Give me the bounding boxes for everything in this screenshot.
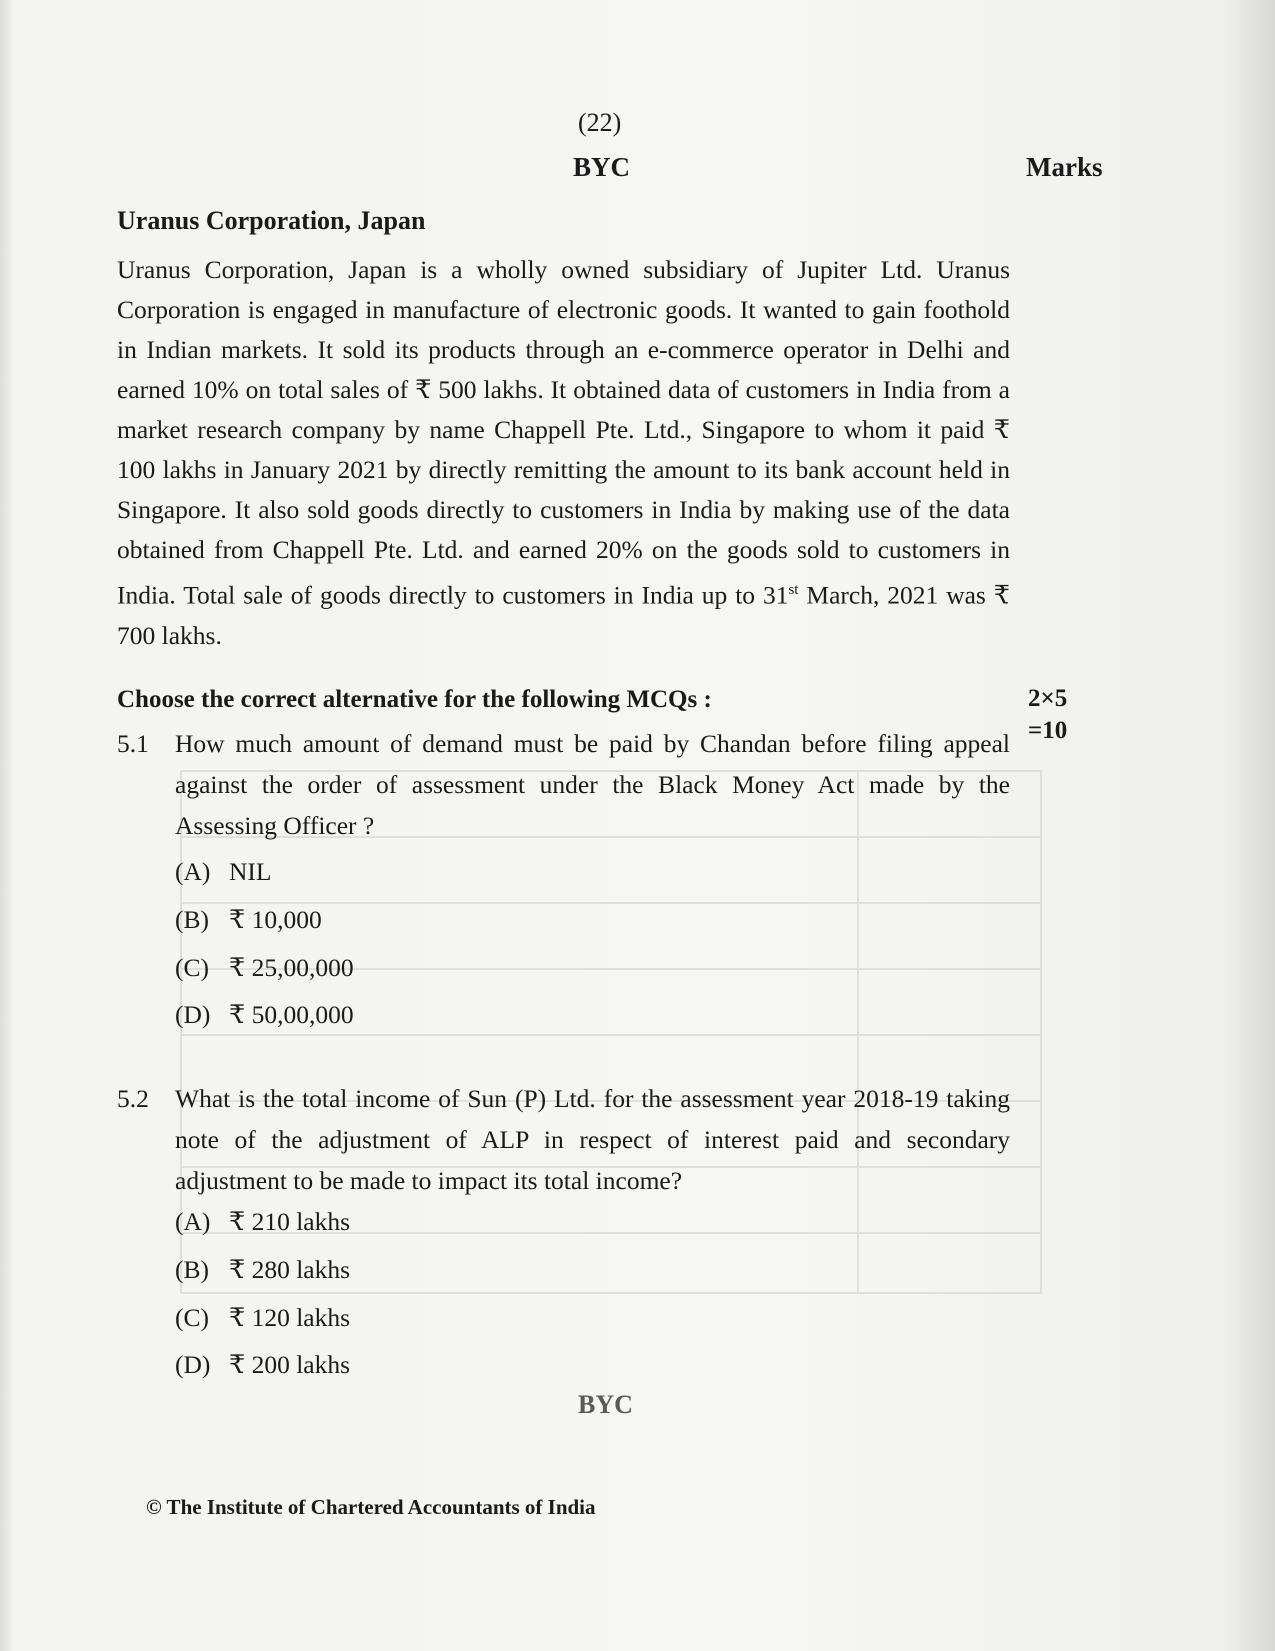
option-5-1-a[interactable] [175,857,271,887]
option-5-2-d[interactable] [175,1350,350,1380]
question-5-1 [117,723,1010,846]
marks-column-label: Marks [1026,152,1103,182]
option-text: ₹ 50,00,000 [229,1000,354,1029]
ordinal-superscript: st [788,582,799,598]
option-5-2-c[interactable] [175,1303,350,1333]
marks-line-1: 2×5 [1028,685,1068,712]
option-label: (B) [175,905,209,934]
option-text: ₹ 200 lakhs [229,1350,351,1379]
option-label: (D) [175,1000,211,1029]
paper-code-footer: BYC [578,1390,633,1419]
question-text: What is the total income of Sun (P) Ltd. for the assessment year 2018-19 taking note of the adjustment of ALP in respect of interest paid and secondary adjustment to be made to impact its total income? [175,1084,1010,1195]
option-label: (A) [175,1207,211,1236]
option-5-1-b[interactable] [175,905,322,935]
page-number: (22) [578,108,622,137]
option-label: (C) [175,953,209,982]
case-study-paragraph [117,250,1010,656]
case-text-part2: March, 2021 was ₹ 700 lakhs. [117,580,1011,650]
question-text: How much amount of demand must be paid by Chandan before filing appeal against the order of assessment under the Black Money Act made by the Assessing Officer ? [175,729,1010,840]
case-study-title: Uranus Corporation, Japan [117,206,426,235]
option-5-1-d[interactable] [175,1000,354,1030]
question-5-2 [117,1078,1010,1201]
option-text: ₹ 25,00,000 [229,953,354,982]
option-text: ₹ 210 lakhs [229,1207,351,1236]
paper-code-header: BYC [573,152,631,182]
option-text: ₹ 10,000 [229,905,322,934]
option-label: (B) [175,1255,209,1284]
mcq-marks-allocation [1028,683,1067,747]
option-label: (A) [175,857,211,886]
copyright-notice: © The Institute of Chartered Accountants of India [146,1495,596,1519]
question-number: 5.2 [117,1084,149,1113]
option-label: (C) [175,1303,209,1332]
option-5-1-c[interactable] [175,953,354,983]
mcq-instruction-heading: Choose the correct alternative for the following MCQs : [117,686,712,713]
case-text-part1: Uranus Corporation, Japan is a wholly owned subsidiary of Jupiter Ltd. Uranus Corporation is engaged in manufacture of electronic goods. It wanted to gain foothold in Indian markets. It sold its products through an e-commerce operator in Delhi and earned 10% on total sales of ₹ 500 lakhs. It obtained data of customers in India from a market research company by name Chappell Pte. Ltd., Singapore to whom it paid ₹ 100 lakhs in January 2021 by directly remitting the amount to its bank account held in Singapore. It also sold goods directly to customers in India by making use of the data obtained from Chappell Pte. Ltd. and earned 20% on the goods sold to customers in India. Total sale of goods directly to customers in India up to 31 [117,255,1010,610]
option-text: NIL [229,857,272,886]
option-label: (D) [175,1350,211,1379]
option-text: ₹ 280 lakhs [229,1255,351,1284]
option-5-2-a[interactable] [175,1207,350,1237]
option-text: ₹ 120 lakhs [229,1303,351,1332]
question-number: 5.1 [117,729,149,758]
option-5-2-b[interactable] [175,1255,350,1285]
marks-line-2: =10 [1028,717,1068,744]
